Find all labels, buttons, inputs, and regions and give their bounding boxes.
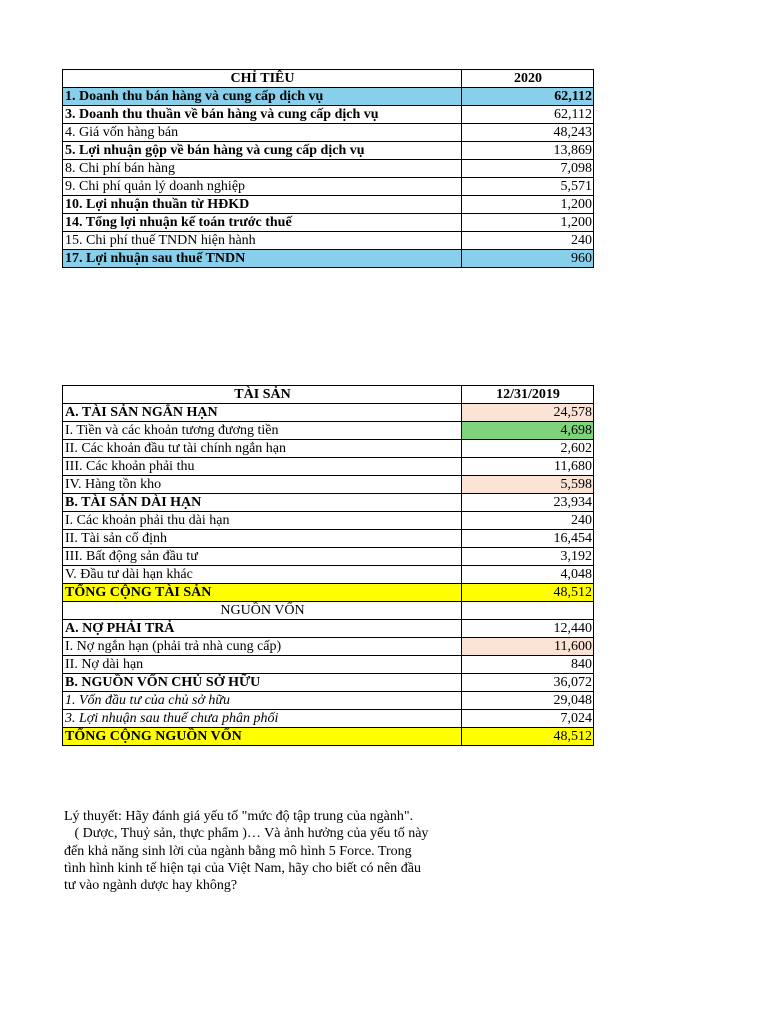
row-label[interactable]: B. NGUỒN VỐN CHỦ SỞ HỮU bbox=[63, 674, 462, 692]
table-header-row bbox=[63, 386, 594, 404]
table-row bbox=[63, 178, 594, 196]
row-label[interactable]: I. Các khoản phải thu dài hạn bbox=[63, 512, 462, 530]
row-label[interactable]: 1. Vốn đầu tư của chủ sở hữu bbox=[63, 692, 462, 710]
table-row bbox=[63, 638, 594, 656]
table-row bbox=[63, 710, 594, 728]
table-row bbox=[63, 106, 594, 124]
table-row-total-assets bbox=[63, 584, 594, 602]
table-row bbox=[63, 422, 594, 440]
row-label[interactable]: II. Các khoản đầu tư tài chính ngắn hạn bbox=[63, 440, 462, 458]
row-label[interactable]: III. Bất động sản đầu tư bbox=[63, 548, 462, 566]
row-label[interactable]: TỔNG CỘNG TÀI SẢN bbox=[63, 584, 462, 602]
row-value[interactable]: 1,200 bbox=[462, 214, 594, 232]
row-label[interactable]: 10. Lợi nhuận thuần từ HĐKD bbox=[63, 196, 462, 214]
row-label[interactable]: 17. Lợi nhuận sau thuế TNDN bbox=[63, 250, 462, 268]
table-row bbox=[63, 214, 594, 232]
row-label[interactable]: A. NỢ PHẢI TRẢ bbox=[63, 620, 462, 638]
row-label[interactable]: I. Tiền và các khoản tương đương tiền bbox=[63, 422, 462, 440]
table-row bbox=[63, 124, 594, 142]
theory-question-note bbox=[64, 808, 464, 894]
row-label[interactable]: II. Nợ dài hạn bbox=[63, 656, 462, 674]
row-label[interactable]: 9. Chi phí quản lý doanh nghiệp bbox=[63, 178, 462, 196]
row-value[interactable]: 7,024 bbox=[462, 710, 594, 728]
table-row bbox=[63, 512, 594, 530]
table-row bbox=[63, 656, 594, 674]
row-value[interactable]: 16,454 bbox=[462, 530, 594, 548]
row-value[interactable]: 62,112 bbox=[462, 88, 594, 106]
row-value[interactable]: 7,098 bbox=[462, 160, 594, 178]
row-label[interactable]: 3. Doanh thu thuần về bán hàng và cung cấp dịch vụ bbox=[63, 106, 462, 124]
row-value[interactable]: 3,192 bbox=[462, 548, 594, 566]
row-value[interactable]: 11,680 bbox=[462, 458, 594, 476]
table-row bbox=[63, 232, 594, 250]
table-row bbox=[63, 692, 594, 710]
row-value[interactable]: 23,934 bbox=[462, 494, 594, 512]
row-value[interactable]: 29,048 bbox=[462, 692, 594, 710]
row-value[interactable]: 11,600 bbox=[462, 638, 594, 656]
note-line[interactable]: tình hình kinh tế hiện tại của Việt Nam, hãy cho biết có nên đầu bbox=[64, 860, 421, 876]
table-row bbox=[63, 566, 594, 584]
row-value[interactable]: 5,598 bbox=[462, 476, 594, 494]
row-value[interactable]: 240 bbox=[462, 232, 594, 250]
table-row bbox=[63, 476, 594, 494]
balance-sheet-table bbox=[62, 385, 594, 746]
row-label[interactable]: 1. Doanh thu bán hàng và cung cấp dịch vụ bbox=[63, 88, 462, 106]
table-row-total-capital bbox=[63, 728, 594, 746]
row-value[interactable]: 960 bbox=[462, 250, 594, 268]
row-label[interactable]: V. Đầu tư dài hạn khác bbox=[63, 566, 462, 584]
row-value[interactable]: 840 bbox=[462, 656, 594, 674]
header-cell-tai-san[interactable]: TÀI SẢN bbox=[63, 386, 462, 404]
row-label[interactable]: A. TÀI SẢN NGẮN HẠN bbox=[63, 404, 462, 422]
table-row-section-header bbox=[63, 602, 594, 620]
row-label[interactable]: 5. Lợi nhuận gộp về bán hàng và cung cấp dịch vụ bbox=[63, 142, 462, 160]
row-label[interactable]: TỔNG CỘNG NGUỒN VỐN bbox=[63, 728, 462, 746]
row-label[interactable]: 15. Chi phí thuế TNDN hiện hành bbox=[63, 232, 462, 250]
row-label[interactable]: IV. Hàng tồn kho bbox=[63, 476, 462, 494]
row-label[interactable]: III. Các khoản phải thu bbox=[63, 458, 462, 476]
table-row bbox=[63, 494, 594, 512]
header-cell-date[interactable]: 12/31/2019 bbox=[462, 386, 594, 404]
row-value[interactable]: 5,571 bbox=[462, 178, 594, 196]
income-statement-table bbox=[62, 69, 594, 268]
table-row bbox=[63, 142, 594, 160]
row-label[interactable]: 4. Giá vốn hàng bán bbox=[63, 124, 462, 142]
row-value[interactable]: 2,602 bbox=[462, 440, 594, 458]
header-cell-chi-tieu[interactable]: CHỈ TIÊU bbox=[63, 70, 462, 88]
table-header-row bbox=[63, 70, 594, 88]
note-line[interactable]: ( Dược, Thuỷ sản, thực phẩm )… Và ảnh hưởng của yếu tố này bbox=[64, 826, 429, 842]
table-row bbox=[63, 530, 594, 548]
row-value[interactable]: 36,072 bbox=[462, 674, 594, 692]
row-label[interactable]: 8. Chi phí bán hàng bbox=[63, 160, 462, 178]
row-value[interactable]: 240 bbox=[462, 512, 594, 530]
note-line[interactable]: tư vào ngành dược hay không? bbox=[64, 878, 238, 894]
row-value[interactable]: 62,112 bbox=[462, 106, 594, 124]
row-value[interactable]: 48,243 bbox=[462, 124, 594, 142]
row-label[interactable]: B. TÀI SẢN DÀI HẠN bbox=[63, 494, 462, 512]
row-value[interactable]: 1,200 bbox=[462, 196, 594, 214]
row-label[interactable]: I. Nợ ngắn hạn (phải trả nhà cung cấp) bbox=[63, 638, 462, 656]
row-value[interactable]: 4,698 bbox=[462, 422, 594, 440]
row-value[interactable]: 12,440 bbox=[462, 620, 594, 638]
note-line[interactable]: Lý thuyết: Hãy đánh giá yếu tố "mức độ tập trung của ngành". bbox=[64, 809, 414, 824]
header-cell-year[interactable]: 2020 bbox=[462, 70, 594, 88]
table-row bbox=[63, 88, 594, 106]
table-row bbox=[63, 404, 594, 422]
table-row bbox=[63, 620, 594, 638]
row-value[interactable]: 24,578 bbox=[462, 404, 594, 422]
row-label[interactable]: NGUỒN VỐN bbox=[63, 602, 462, 620]
table-row bbox=[63, 250, 594, 268]
note-line[interactable]: đến khả năng sinh lời của ngành bằng mô hình 5 Force. Trong bbox=[64, 843, 412, 859]
table-row bbox=[63, 548, 594, 566]
table-row bbox=[63, 440, 594, 458]
row-value[interactable]: 13,869 bbox=[462, 142, 594, 160]
table-row bbox=[63, 196, 594, 214]
table-row bbox=[63, 458, 594, 476]
row-label[interactable]: 3. Lợi nhuận sau thuế chưa phân phối bbox=[63, 710, 462, 728]
row-label[interactable]: 14. Tổng lợi nhuận kế toán trước thuế bbox=[63, 214, 462, 232]
row-value[interactable]: 48,512 bbox=[462, 728, 594, 746]
table-row bbox=[63, 674, 594, 692]
row-value[interactable] bbox=[462, 602, 594, 620]
row-value[interactable]: 48,512 bbox=[462, 584, 594, 602]
row-value[interactable]: 4,048 bbox=[462, 566, 594, 584]
table-row bbox=[63, 160, 594, 178]
row-label[interactable]: II. Tài sản cố định bbox=[63, 530, 462, 548]
